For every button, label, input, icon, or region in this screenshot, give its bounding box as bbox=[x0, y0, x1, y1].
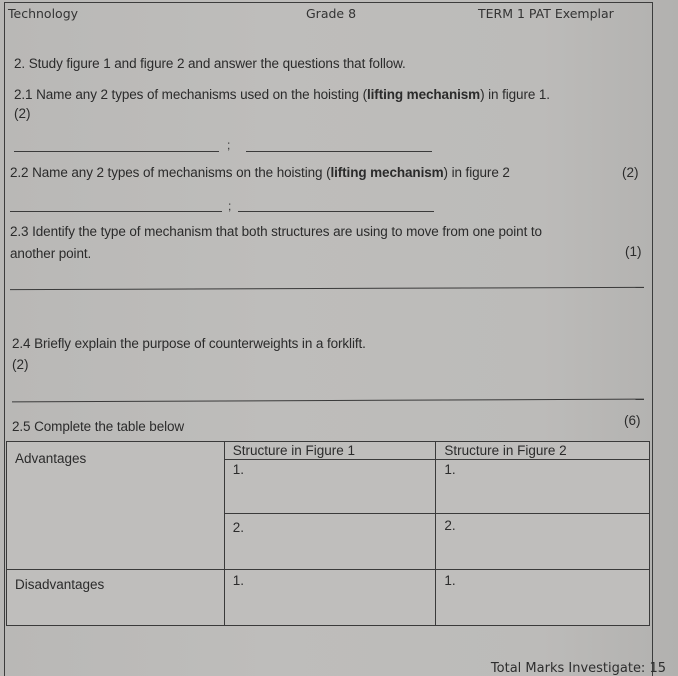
q2-1-marks: (2) bbox=[14, 106, 31, 121]
q2-1-answer-line-1[interactable] bbox=[14, 151, 219, 152]
q2-1-answer-line-2[interactable] bbox=[246, 151, 432, 152]
question-2-5: 2.5 Complete the table below bbox=[12, 419, 185, 434]
grade-label: Grade 8 bbox=[306, 6, 357, 21]
advantage-fig1-cell-2[interactable] bbox=[224, 514, 436, 570]
page-header bbox=[8, 6, 678, 26]
advantage-fig1-number-1: 1. bbox=[232, 462, 244, 477]
advantage-fig1-number-2: 2. bbox=[232, 520, 244, 535]
disadvantage-fig2-number-1: 1. bbox=[444, 573, 456, 588]
advantages-table bbox=[6, 441, 650, 626]
disadvantage-fig2-cell-1[interactable] bbox=[436, 570, 650, 626]
subject-label: Technology bbox=[8, 6, 79, 21]
disadvantage-fig1-number-1: 1. bbox=[232, 573, 244, 588]
row-label-disadvantages: Disadvantages bbox=[7, 570, 225, 626]
question-2-3-line-2: another point. bbox=[10, 246, 92, 261]
advantage-fig1-cell-1[interactable] bbox=[224, 460, 436, 514]
question-2-4: 2.4 Briefly explain the purpose of counterweights in a forklift. bbox=[12, 336, 366, 351]
column-header-figure-1: Structure in Figure 1 bbox=[224, 442, 436, 460]
column-header-figure-2: Structure in Figure 2 bbox=[436, 442, 650, 460]
disadvantage-fig1-cell-1[interactable] bbox=[224, 570, 436, 626]
question-2-2 bbox=[10, 165, 510, 180]
q2-4-marks: (2) bbox=[12, 357, 29, 372]
advantage-fig2-cell-2[interactable] bbox=[436, 514, 650, 570]
advantage-fig2-cell-1[interactable] bbox=[436, 460, 650, 514]
advantage-fig2-number-1: 1. bbox=[444, 462, 456, 477]
q2-5-marks: (6) bbox=[624, 413, 641, 428]
q2-2-answer-line-2[interactable] bbox=[238, 211, 434, 212]
q2-2-bold: lifting mechanism bbox=[330, 165, 444, 180]
q2-1-bold: lifting mechanism bbox=[367, 87, 481, 102]
q2-1-text-before: 2.1 Name any 2 types of mechanisms used on the hoisting ( bbox=[14, 87, 367, 102]
total-marks-label: Total Marks Investigate: 15 bbox=[490, 661, 666, 676]
q2-2-marks: (2) bbox=[622, 165, 639, 180]
question-2-1 bbox=[14, 87, 550, 102]
row-label-advantages: Advantages bbox=[7, 442, 225, 570]
q2-2-text-before: 2.2 Name any 2 types of mechanisms on the hoisting ( bbox=[10, 165, 331, 180]
q2-1-text-after: ) in figure 1. bbox=[480, 87, 550, 102]
advantage-fig2-number-2: 2. bbox=[444, 518, 456, 533]
q2-2-separator: ; bbox=[228, 199, 232, 213]
q2-1-separator: ; bbox=[227, 138, 231, 152]
q2-2-text-after: ) in figure 2 bbox=[443, 165, 510, 180]
term-label: TERM 1 PAT Exemplar bbox=[478, 6, 614, 21]
q2-3-marks: (1) bbox=[625, 244, 642, 259]
q2-2-answer-line-1[interactable] bbox=[10, 211, 222, 212]
question-2-intro: 2. Study figure 1 and figure 2 and answer the questions that follow. bbox=[14, 56, 406, 71]
question-2-3-line-1: 2.3 Identify the type of mechanism that both structures are using to move from one point to bbox=[10, 224, 542, 239]
